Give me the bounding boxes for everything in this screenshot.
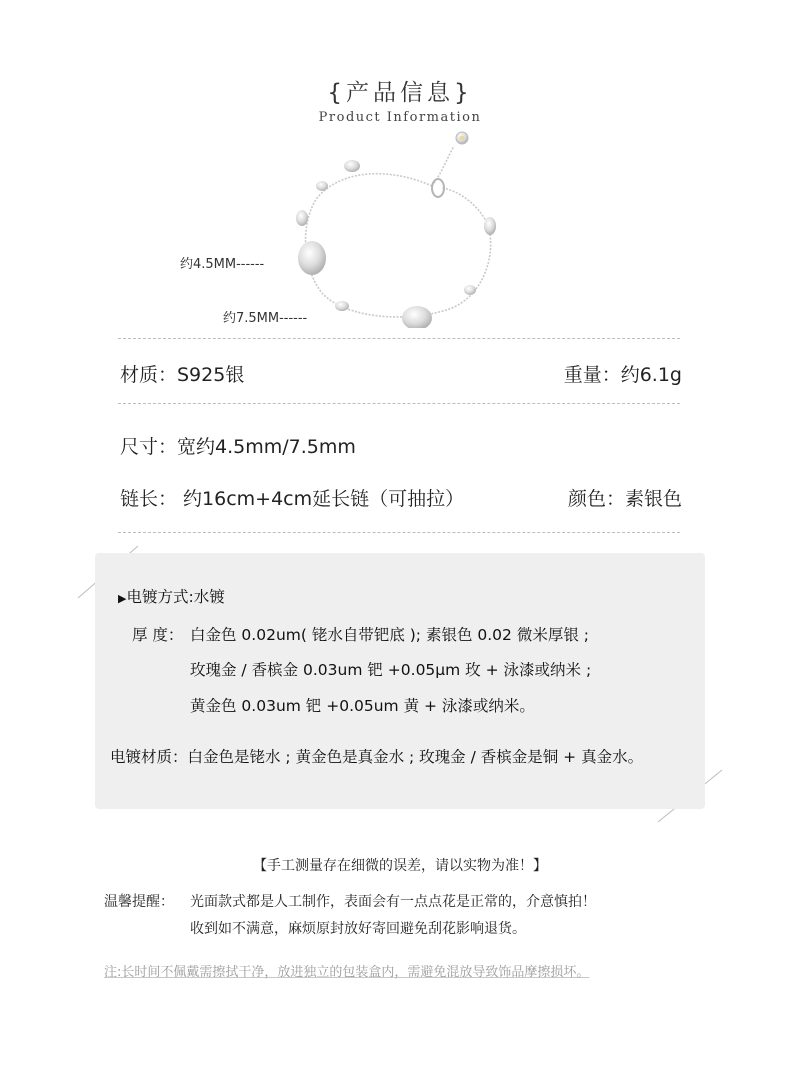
- tip-line: 收到如不满意，麻烦原封放好寄回避免刮花影响退货。: [190, 921, 526, 937]
- tip-line: 光面款式都是人工制作，表面会有一点点花是正常的，介意慎拍！: [190, 894, 596, 910]
- thickness-label: 厚 度：: [132, 626, 184, 644]
- spec-size: 尺寸：宽约4.5mm/7.5mm: [120, 436, 356, 458]
- care-note: 注:长时间不佩戴需擦拭干净，放进独立的包装盒内，需避免混放导致饰品摩擦损坏。: [104, 965, 590, 980]
- spec-color: 颜色：素银色: [567, 488, 682, 510]
- section-title: {产品信息}: [327, 80, 473, 106]
- plating-heading: ▶电镀方式:水镀: [118, 588, 225, 606]
- section-subtitle: Product Information: [318, 110, 482, 125]
- spec-length: 链长： 约16cm+4cm延长链（可抽拉）: [120, 488, 465, 510]
- measurement-notice: 【手工测量存在细微的误差，请以实物为准！】: [253, 858, 547, 874]
- tip-label: 温馨提醒：: [104, 894, 174, 910]
- dimension-label-small: 约4.5MM------: [180, 257, 265, 272]
- thickness-line: 黄金色 0.03um 钯 +0.05um 黄 + 泳漆或纳米。: [190, 697, 535, 715]
- thickness-line: 玫瑰金 / 香槟金 0.03um 钯 +0.05μm 玫 + 泳漆或纳米 ;: [190, 661, 592, 679]
- thickness-line: 白金色 0.02um( 铑水自带钯底 ); 素银色 0.02 微米厚银 ;: [190, 626, 589, 644]
- triangle-icon: ▶: [118, 592, 127, 605]
- plating-material: 电镀材质：白金色是铑水 ; 黄金色是真金水 ; 玫瑰金 / 香槟金是铜 + 真金水。: [110, 748, 644, 766]
- spec-material: 材质：S925银: [120, 364, 245, 386]
- spec-weight: 重量：约6.1g: [563, 364, 682, 386]
- dimension-label-large: 约7.5MM------: [223, 311, 308, 326]
